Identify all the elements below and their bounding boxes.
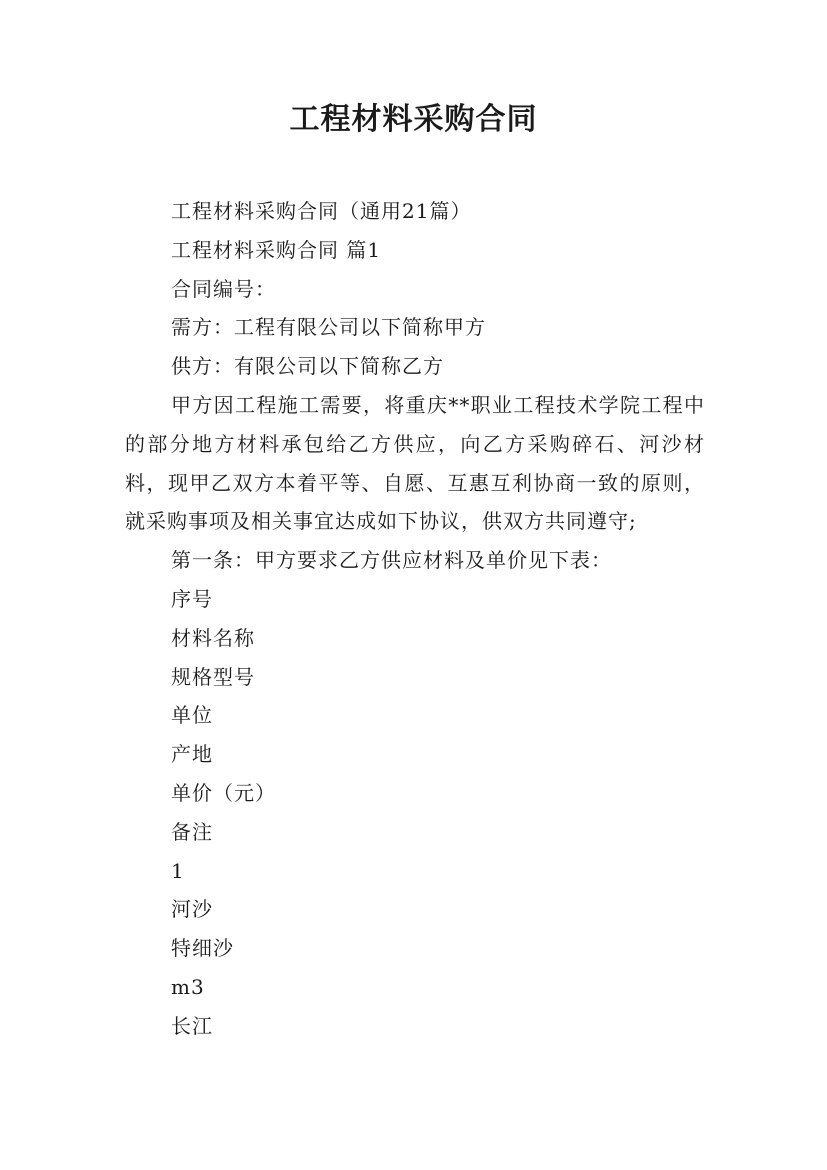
table-cell-header-unit: 单位 [171,703,213,728]
paragraph-supplier: 供方：有限公司以下简称乙方 [171,354,444,379]
paragraph-preamble: 甲方因工程施工需要，将重庆**职业工程技术学院工程中的部分地方材料承包给乙方供应，向乙方采购碎石、河沙材料，现甲乙双方本着平等、自愿、互惠互利协商一致的原则，就采购事项及相关事宜达成如下协议，供双方共同遵守; [125,392,705,534]
document-body [125,192,705,1046]
table-cell-row1-spec: 特细沙 [171,936,234,961]
table-cell-row1-origin: 长江 [171,1013,213,1038]
table-cell-header-spec: 规格型号 [171,664,255,689]
table-cell-header-remark: 备注 [171,819,213,844]
table-cell-header-index: 序号 [171,586,213,611]
paragraph-heading: 工程材料采购合同（通用21篇） [171,199,472,223]
table-cell-header-origin: 产地 [171,742,213,767]
document-title: 工程材料采购合同 [289,102,538,137]
table-cell-row1-index: 1 [171,858,185,883]
table-cell-row1-unit: m3 [171,974,205,999]
paragraph-article-1: 第一条：甲方要求乙方供应材料及单价见下表： [171,548,612,573]
paragraph-section-title: 工程材料采购合同 篇1 [171,237,382,262]
paragraph-buyer: 需方：工程有限公司以下简称甲方 [171,315,486,340]
table-cell-header-material: 材料名称 [171,625,255,650]
table-cell-header-price: 单价（元） [171,780,276,805]
paragraph-contract-number: 合同编号： [171,276,276,301]
table-cell-row1-material: 河沙 [171,897,213,922]
